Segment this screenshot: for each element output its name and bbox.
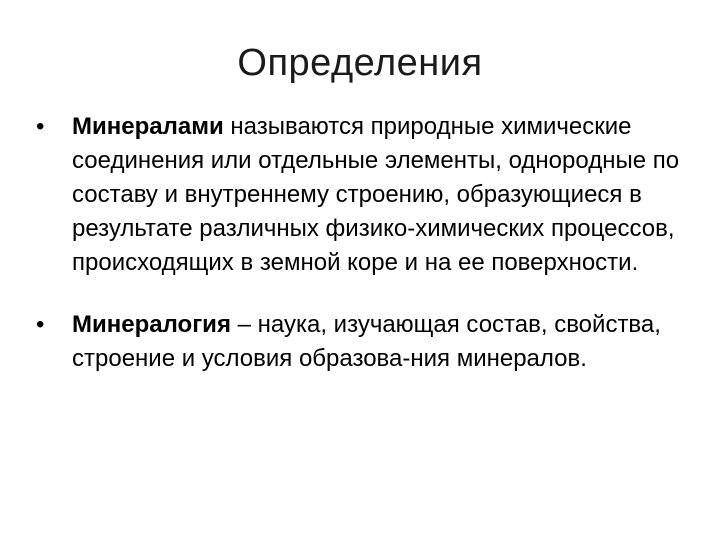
bullet-marker: • [36, 113, 45, 140]
bullet-item-mineralogy [36, 308, 696, 376]
definition-minerals: называются природные химические соединения или отдельные элементы, однородные по составу и внутреннему строению, образующиеся в результате различных физико-химических процессов, происходящих в земной коре и на ее поверхности. [72, 113, 680, 276]
bullet-item-minerals [36, 110, 696, 280]
definition-mineralogy: – наука, изучающая состав, свойства, строение и условия образова-ния минералов. [72, 311, 661, 372]
term-minerals: Минералами [72, 113, 224, 140]
slide-title: Определения [237, 42, 483, 84]
bullet-marker: • [36, 311, 45, 338]
term-mineralogy: Минералогия [72, 311, 231, 338]
bullet-list [36, 110, 696, 376]
